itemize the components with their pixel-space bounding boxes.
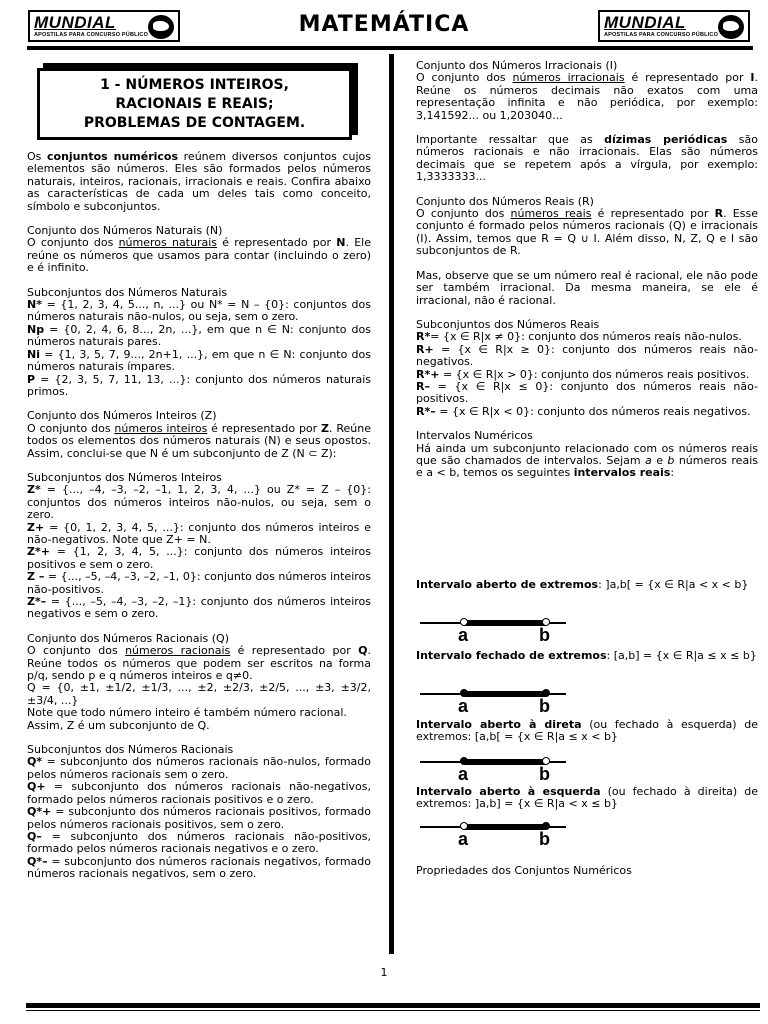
label-b: b	[539, 829, 550, 849]
section-title-line: RACIONAIS E REAIS;	[115, 96, 274, 112]
interval-def: Intervalo fechado de extremos: [a,b] = {x ∈ R|a ≤ x ≤ b}	[416, 649, 757, 662]
interval-diagram	[418, 756, 566, 786]
paragraph: Importante ressaltar que as dízimas periódicas são números racionais e não irracionais. Elas são números decimais que se repetem após a vírgula, por exemplo: 1,3333333...	[416, 133, 758, 184]
label-a: a	[458, 625, 469, 645]
right-column	[416, 60, 758, 480]
paragraph: O conjunto dos números racionais é representado por Q. Reúne todos os números que podem ser escritos na forma p/q, sendo p e q números inteiros e q≠0.	[27, 644, 371, 683]
term: conjuntos numéricos	[47, 150, 179, 163]
header-rule	[27, 46, 753, 50]
section-heading: Conjunto dos Números Inteiros (Z)	[27, 409, 217, 423]
list-item: Z*– = {..., –5, –4, –3, –2, –1}: conjunto dos números inteiros negativos e sem o zero.	[27, 595, 371, 621]
globe-icon	[718, 15, 744, 39]
properties-heading: Propriedades dos Conjuntos Numéricos	[416, 864, 632, 877]
list-item: P = {2, 3, 5, 7, 11, 13, ...}: conjunto dos números naturais primos.	[27, 372, 371, 398]
section-heading: Subconjuntos dos Números Inteiros	[27, 470, 222, 484]
rational-set: Q = {0, ±1, ±1/2, ±1/3, ..., ±2, ±2/3, ±2/5, ..., ±3, ±3/2, ±3/4, ...}	[27, 681, 371, 707]
list-item: R– = {x ∈ R|x ≤ 0}: conjunto dos números reais não-positivos.	[416, 379, 758, 406]
footer-rule	[26, 1003, 760, 1008]
list-item: Z* = {..., –4, –3, –2, –1, 1, 2, 3, 4, ...} ou Z* = Z – {0}: conjuntos dos números inteiros não-nulos, ou seja, sem o zero.	[27, 483, 371, 522]
list-item: Z – = {..., –5, –4, –3, –2, –1, 0}: conjunto dos números inteiros não-positivos.	[27, 570, 371, 596]
list-item: Q* = subconjunto dos números racionais não-nulos, formado pelos números racionais sem o zero.	[27, 755, 371, 781]
section-heading: Subconjuntos dos Números Racionais	[27, 743, 234, 757]
logo-tagline: APOSTILAS PARA CONCURSO PÚBLICO	[604, 32, 719, 38]
interval-diagram	[418, 688, 566, 718]
list-item: Q– = subconjunto dos números racionais não-positivos, formado pelos números racionais negativos e o zero.	[27, 829, 371, 856]
label-b: b	[539, 764, 550, 784]
list-item: R*+ = {x ∈ R|x > 0}: conjunto dos números reais positivos.	[416, 367, 750, 381]
label-a: a	[458, 764, 469, 784]
interval-segment	[464, 620, 546, 626]
page-header	[0, 0, 768, 48]
section-heading: Conjunto dos Números Irracionais (I)	[416, 59, 618, 72]
list-item: R+ = {x ∈ R|x ≥ 0}: conjunto dos números reais não-negativos.	[416, 342, 758, 369]
section-heading: Conjunto dos Números Naturais (N)	[27, 224, 223, 238]
list-item: Z+ = {0, 1, 2, 3, 4, 5, ...}: conjunto dos números inteiros e não-negativos. Note que Z+ = N.	[27, 520, 371, 546]
logo-tagline: APOSTILAS PARA CONCURSO PÚBLICO	[34, 32, 149, 38]
list-item: Q*– = subconjunto dos números racionais negativos, formado números racionais negativos, sem o zero.	[27, 854, 371, 881]
interval-diagram	[418, 821, 566, 851]
logo-brand: MUNDIAL	[604, 13, 686, 32]
paragraph: Há ainda um subconjunto relacionado com os números reais que são chamados de intervalos. Sejam a e b números reais e a < b, temos os seguintes intervalos reais:	[416, 441, 758, 480]
interval-segment	[464, 691, 546, 697]
left-column	[27, 151, 371, 881]
page-number: 1	[380, 966, 388, 979]
logo-brand: MUNDIAL	[34, 13, 116, 32]
interval-def: Intervalo aberto à direta (ou fechado à esquerda) de extremos: [a,b[ = {x ∈ R|a ≤ x < b}	[416, 718, 758, 744]
list-item: R*– = {x ∈ R|x < 0}: conjunto dos números reais negativos.	[416, 404, 751, 418]
section-heading: Intervalos Numéricos	[416, 429, 533, 443]
page-title: MATEMÁTICA	[298, 12, 470, 37]
label-b: b	[539, 625, 550, 645]
paragraph: Note que todo número inteiro é também número racional. Assim, Z é um subconjunto de Q.	[27, 706, 347, 732]
section-heading: Conjunto dos Números Racionais (Q)	[27, 631, 229, 645]
paragraph: Mas, observe que se um número real é racional, ele não pode ser também irracional. Da mesma maneira, se ele é irracional, não é racional.	[416, 268, 758, 307]
list-item: Q*+ = subconjunto dos números racionais positivos, formado pelos números racionais positivos, sem o zero.	[27, 805, 371, 831]
section-heading: Subconjuntos dos Números Naturais	[27, 285, 228, 299]
label-a: a	[458, 829, 469, 849]
list-item: Z*+ = {1, 2, 3, 4, 5, ...}: conjunto dos números inteiros positivos e sem o zero.	[27, 545, 371, 571]
list-item: Q+ = subconjunto dos números racionais não-negativos, formado pelos números racionais positivos e o zero.	[27, 780, 371, 806]
list-item: Np = {0, 2, 4, 6, 8..., 2n, ...}, em que n ∈ N: conjunto dos números naturais pares.	[27, 322, 371, 349]
list-item: N* = {1, 2, 3, 4, 5..., n, ...} ou N* = N – {0}: conjuntos dos números naturais não-nulos, ou seja, sem o zero.	[27, 298, 371, 324]
section-title-line: PROBLEMAS DE CONTAGEM.	[83, 115, 306, 131]
section-title-box	[37, 68, 352, 140]
paragraph: O conjunto dos números irracionais é representado por I. Reúne os números decimais não exatos com uma representação infinita e não periódica, por exemplo: 3,141592... ou 1,203040...	[416, 71, 758, 122]
intro-paragraph: Os conjuntos numéricos reúnem diversos conjuntos cujos elementos são números. Eles são formados pelos números naturais, inteiros, racionais, irracionais e reais. Confira abaixo as características de cada um deles tais como conceito, símbolo e subconjuntos.	[27, 150, 371, 213]
interval-segment	[464, 759, 546, 765]
footer-rule-thin	[26, 1010, 760, 1011]
interval-diagram	[418, 617, 566, 647]
label-a: a	[458, 696, 469, 716]
column-divider	[389, 54, 394, 954]
paragraph: O conjunto dos números naturais é representado por N. Ele reúne os números que usamos para contar (incluindo o zero) e é infinito.	[27, 236, 371, 275]
section-heading: Conjunto dos Números Reais (R)	[416, 194, 594, 208]
section-heading: Subconjuntos dos Números Reais	[416, 317, 600, 331]
mundial-logo-right	[598, 10, 750, 42]
section-title-line: 1 - NÚMEROS INTEIROS,	[100, 77, 289, 93]
interval-def: Intervalo aberto à esquerda (ou fechado à direita) de extremos: ]a,b] = {x ∈ R|a < x ≤ b}	[416, 785, 758, 811]
list-item: R*= {x ∈ R|x ≠ 0}: conjunto dos números reais não-nulos.	[416, 330, 742, 344]
label-b: b	[539, 696, 550, 716]
interval-def: Intervalo aberto de extremos: ]a,b[ = {x ∈ R|a < x < b}	[416, 578, 749, 591]
list-item: Ni = {1, 3, 5, 7, 9..., 2n+1, ...}, em que n ∈ N: conjunto dos números naturais ímpares.	[27, 347, 371, 374]
interval-segment	[464, 824, 546, 830]
paragraph: O conjunto dos números inteiros é representado por Z. Reúne todos os elementos dos números naturais (N) e seus opostos. Assim, conclui-se que N é um subconjunto de Z (N ⊂ Z):	[27, 421, 371, 460]
paragraph: O conjunto dos números reais é representado por R. Esse conjunto é formado pelos números racionais (Q) e irracionais (I). Assim, temos que R = Q ∪ I. Além disso, N, Z, Q e I são subconjuntos de R.	[416, 207, 758, 258]
